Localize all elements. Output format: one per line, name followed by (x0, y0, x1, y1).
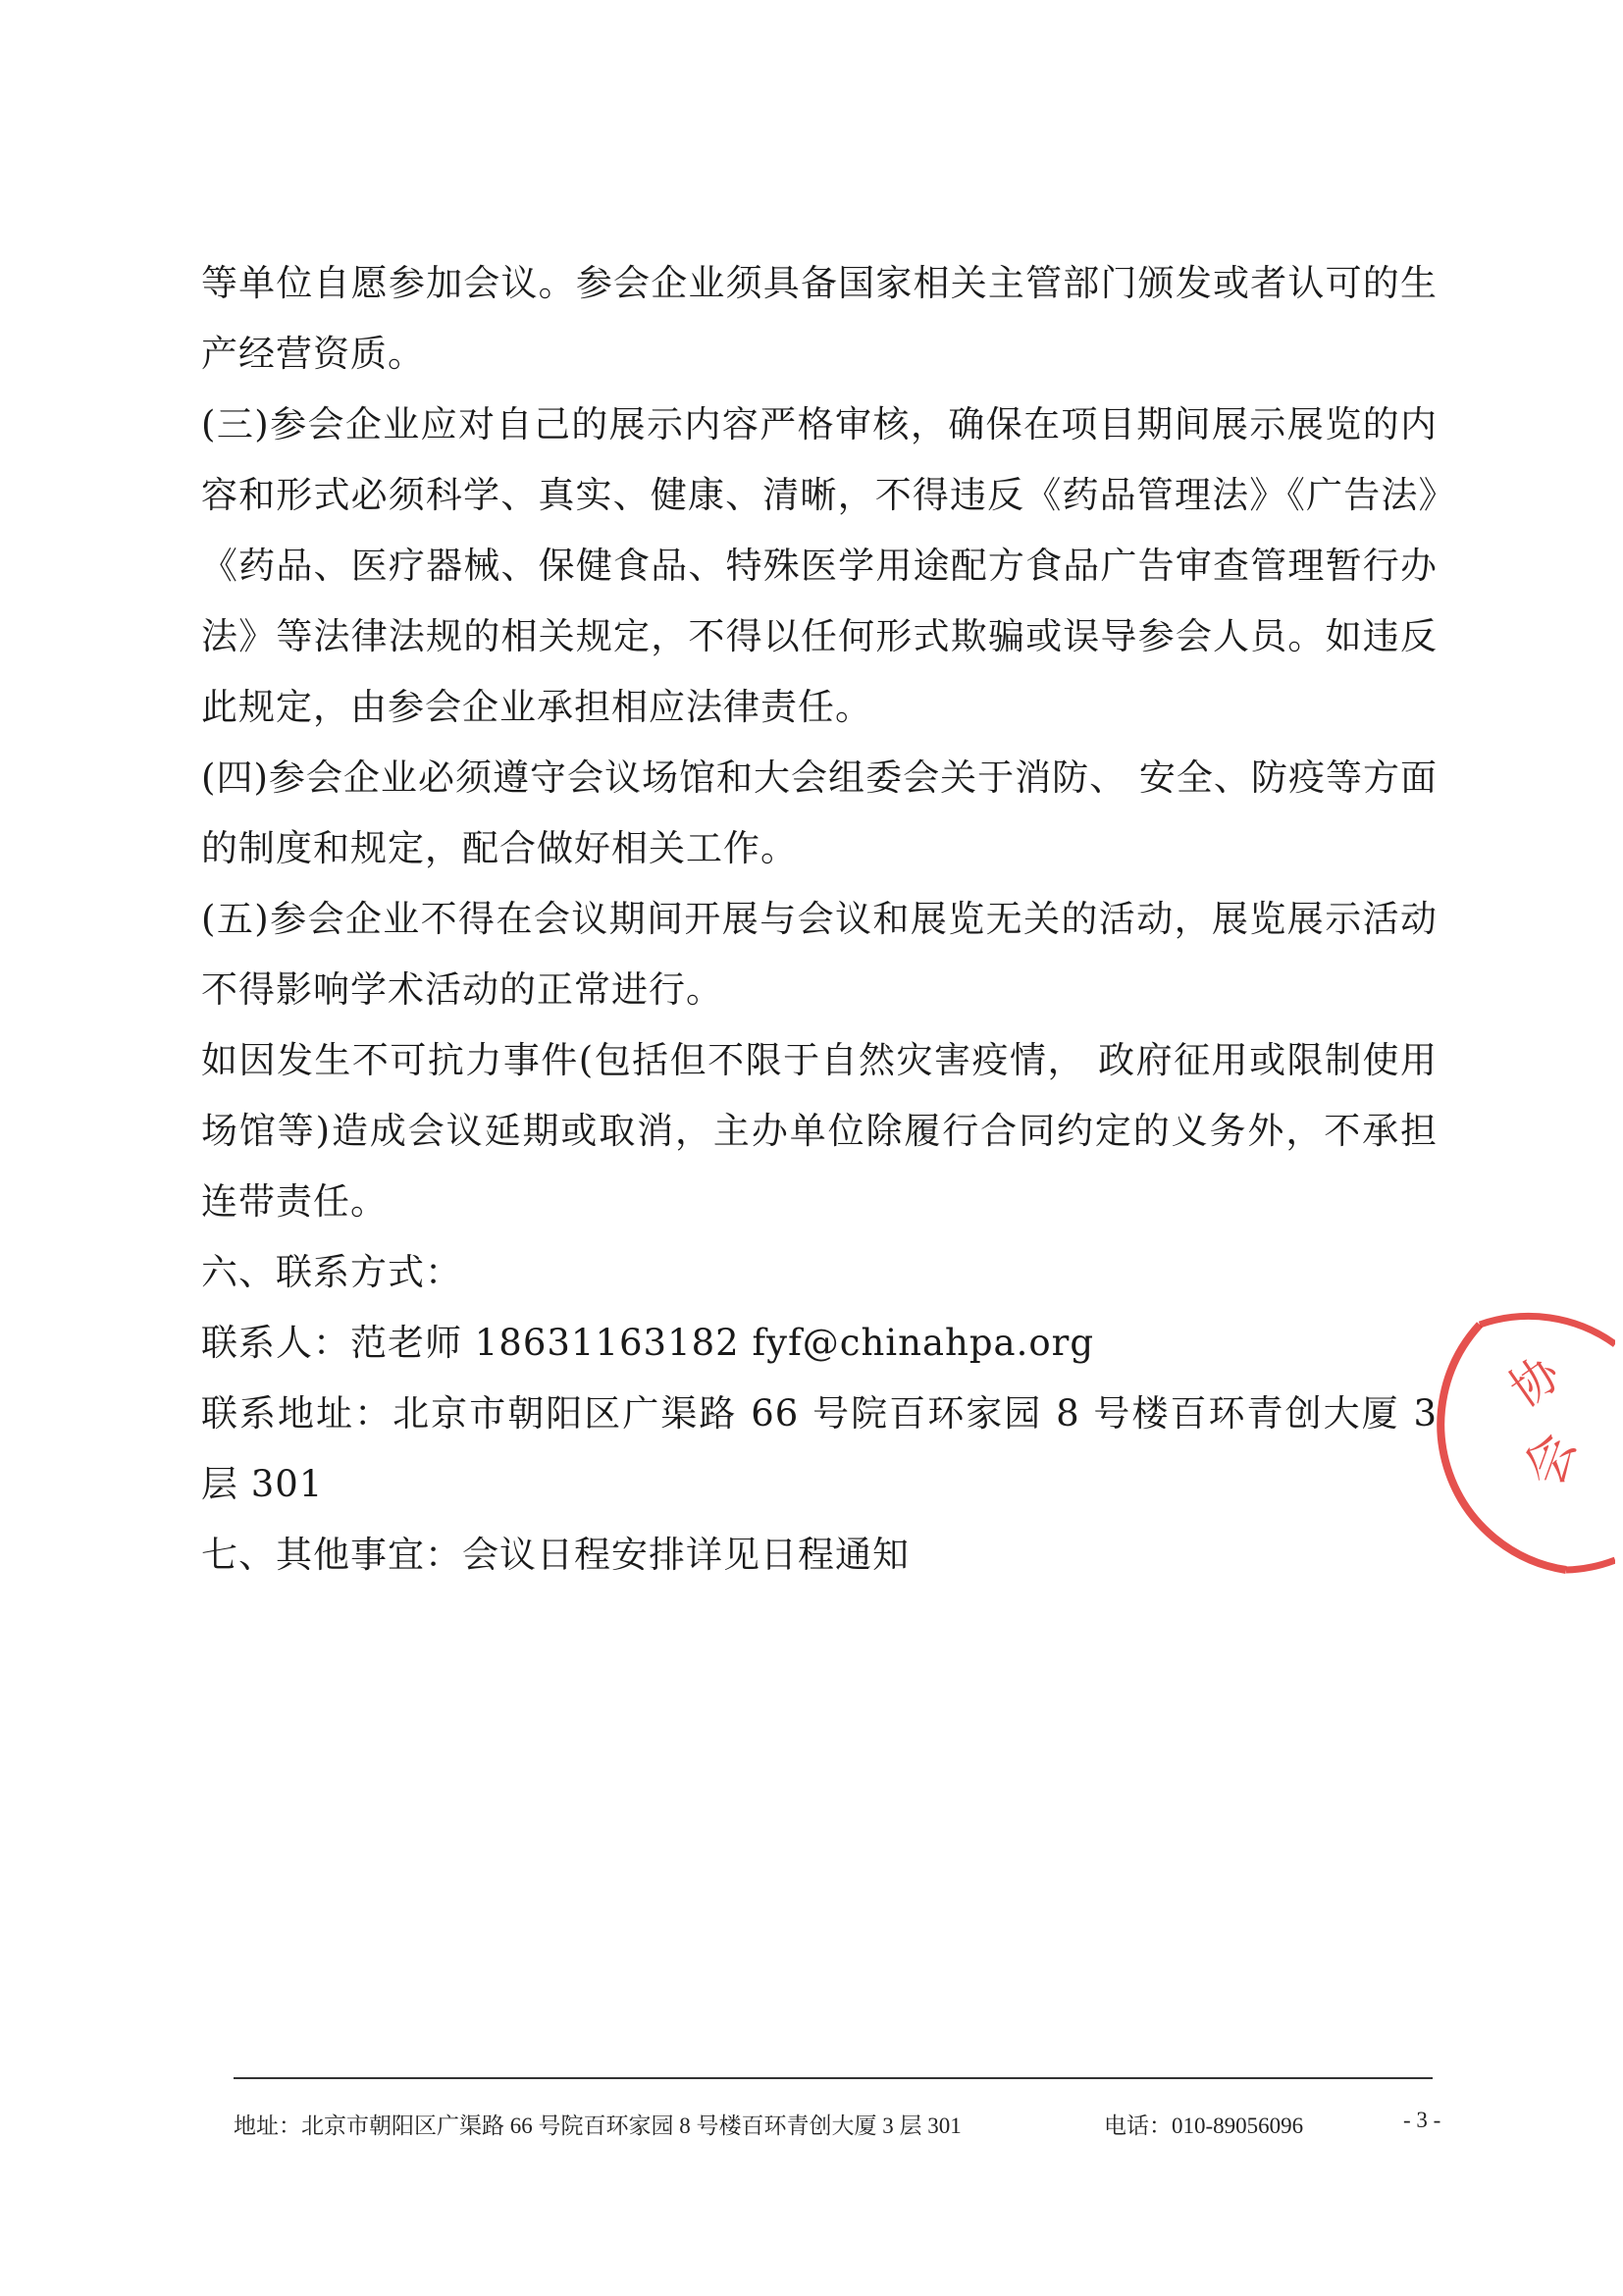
contact-person: 联系人：范老师 18631163182 fyf@chinahpa.org (201, 1322, 1095, 1364)
svg-text:会: 会 (1514, 1426, 1589, 1494)
paragraph-item-5: (五)参会企业不得在会议期间开展与会议和展览无关的活动，展览展示活动不得影响学术活动的正常进行。 (201, 898, 1438, 1011)
footer-address: 地址：北京市朝阳区广渠路 66 号院百环家园 8 号楼百环青创大厦 3 层 301 (234, 2113, 962, 2138)
section-heading-other: 七、其他事宜：会议日程安排详见日程通知 (201, 1534, 910, 1576)
paragraph-item-3: (三)参会企业应对自己的展示内容严格审核，确保在项目期间展示展览的内容和形式必须科学、真实、健康、清晰，不得违反《药品管理法》《广告法》《药品、医疗器械、保健食品、特殊医学用途配方食品广告审查管理暂行办法》等法律法规的相关规定，不得以任何形式欺骗或误导参会人员。如违反此规定，由参会企业承担相应法律责任。 (201, 403, 1438, 728)
page-number: - 3 - (1403, 2108, 1441, 2132)
contact-address: 联系地址：北京市朝阳区广渠路 66 号院百环家园 8 号楼百环青创大厦 3 层 301 (201, 1392, 1438, 1505)
paragraph-qualification: 等单位自愿参加会议。参会企业须具备国家相关主管部门颁发或者认可的生产经营资质。 (201, 262, 1438, 375)
section-heading-contact: 六、联系方式： (201, 1251, 462, 1293)
document-body (201, 248, 1438, 1591)
footer-phone: 电话：010-89056096 (1104, 2113, 1304, 2138)
paragraph-force-majeure: 如因发生不可抗力事件(包括但不限于自然灾害疫情， 政府征用或限制使用场馆等)造成会议延期或取消，主办单位除履行合同约定的义务外，不承担连带责任。 (201, 1039, 1438, 1223)
footer-divider (234, 2077, 1433, 2079)
paragraph-item-4: (四)参会企业必须遵守会议场馆和大会组委会关于消防、 安全、防疫等方面的制度和规定，配合做好相关工作。 (201, 757, 1438, 869)
svg-text:协: 协 (1499, 1345, 1571, 1418)
